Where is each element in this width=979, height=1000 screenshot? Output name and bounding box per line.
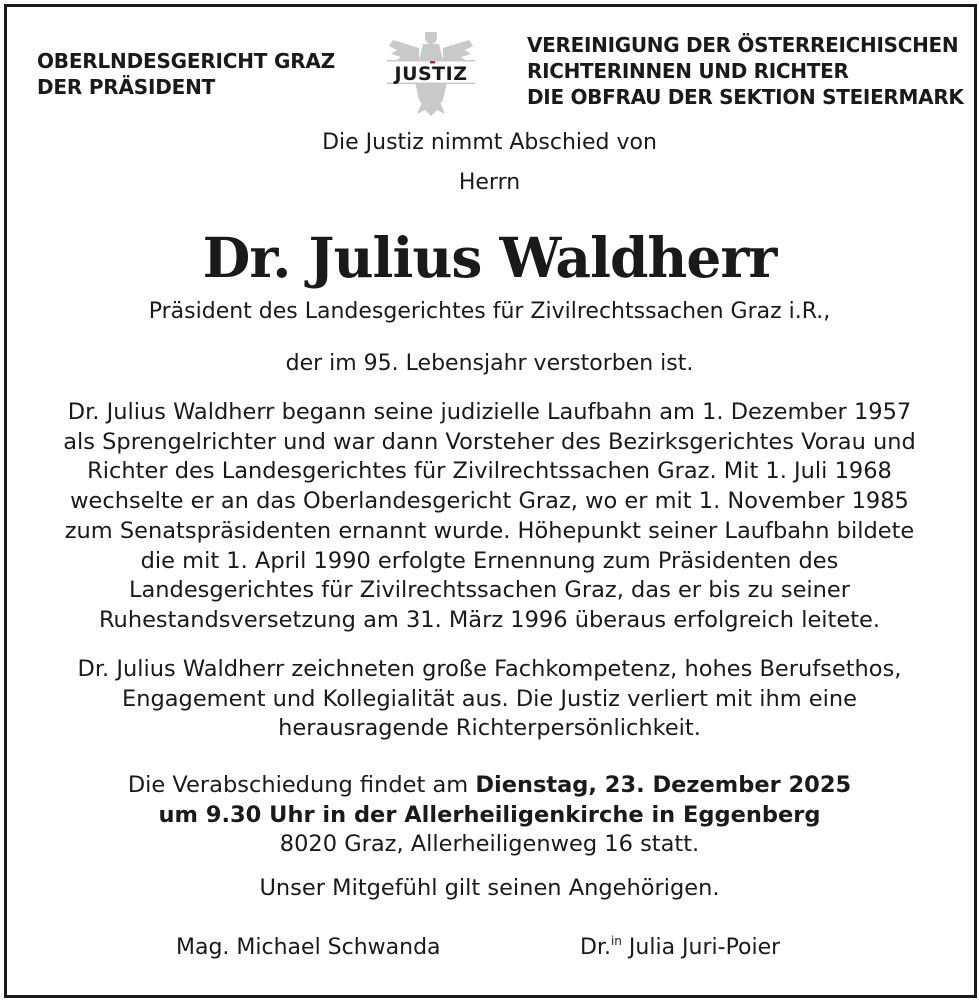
signature-right-sup: in [610, 934, 622, 948]
career-line: wechselte er an das Oberlandesgericht Graz, wo er mit 1. November 1985 [70, 488, 909, 515]
farewell-block [0, 771, 979, 860]
signature-right-name: Julia Juri-Poier [621, 935, 781, 960]
header-left [37, 48, 335, 100]
header-left-line-2: DER PRÄSIDENT [37, 75, 216, 99]
career-line: Richter des Landesgerichtes für Zivilrechtssachen Graz. Mit 1. Juli 1968 [87, 458, 892, 485]
header-left-line-1: OBERLNDESGERICHT GRAZ [37, 49, 335, 73]
signature-right [580, 934, 780, 962]
farewell-address: 8020 Graz, Allerheiligenweg 16 statt. [279, 831, 700, 858]
signature-left: Mag. Michael Schwanda [176, 935, 441, 960]
intro-line-1: Die Justiz nimmt Abschied von [322, 130, 657, 155]
deceased-title: Präsident des Landesgerichtes für Zivilrechtssachen Graz i.R., [148, 299, 831, 324]
career-line: Dr. Julius Waldherr begann seine judizielle Laufbahn am 1. Dezember 1957 [67, 399, 912, 425]
logo-text: JUSTIZ [394, 63, 468, 85]
career-line: die mit 1. April 1990 erfolgte Ernennung zum Präsidenten des [140, 547, 839, 574]
header-right-line-2: RICHTERINNEN UND RICHTER [527, 59, 849, 83]
death-line: der im 95. Lebensjahr verstorben ist. [285, 351, 694, 376]
justiz-eagle-logo [383, 30, 479, 116]
tribute-paragraph [0, 655, 979, 744]
farewell-time-place: um 9.30 Uhr in der Allerheiligenkirche in Eggenberg [158, 801, 821, 828]
career-line: als Sprengelrichter und war dann Vorsteher des Bezirksgerichtes Vorau und [63, 428, 916, 455]
farewell-date: Dienstag, 23. Dezember 2025 [475, 772, 852, 798]
tribute-line: herausragende Richterpersönlichkeit. [278, 715, 701, 742]
deceased-name: Dr. Julius Waldherr [202, 225, 777, 290]
career-line: Landesgerichtes für Zivilrechtssachen Graz, das er bis zu seiner [128, 577, 851, 604]
tribute-line: Engagement und Kollegialität aus. Die Justiz verliert mit ihm eine [122, 685, 857, 712]
condolence-line: Unser Mitgefühl gilt seinen Angehörigen. [259, 875, 720, 901]
header-right-line-1: VEREINIGUNG DER ÖSTERREICHISCHEN [527, 33, 959, 57]
farewell-line-2 [0, 801, 979, 831]
farewell-line-1 [0, 771, 979, 801]
career-line: Ruhestandsversetzung am 31. März 1996 überaus erfolgreich leitete. [98, 606, 881, 633]
career-paragraph [0, 398, 979, 636]
header-right-line-3: DIE OBFRAU DER SEKTION STEIERMARK [527, 85, 964, 109]
tribute-line: Dr. Julius Waldherr zeichneten große Fachkompetenz, hohes Berufsethos, [77, 656, 902, 682]
header-right [527, 32, 964, 110]
career-line: zum Senatspräsidenten ernannt wurde. Höhepunkt seiner Laufbahn bildete [64, 517, 915, 544]
farewell-prefix: Die Verabschiedung findet am [127, 772, 476, 798]
intro-line-2: Herrn [458, 170, 521, 195]
signature-right-prefix: Dr. [580, 935, 611, 960]
